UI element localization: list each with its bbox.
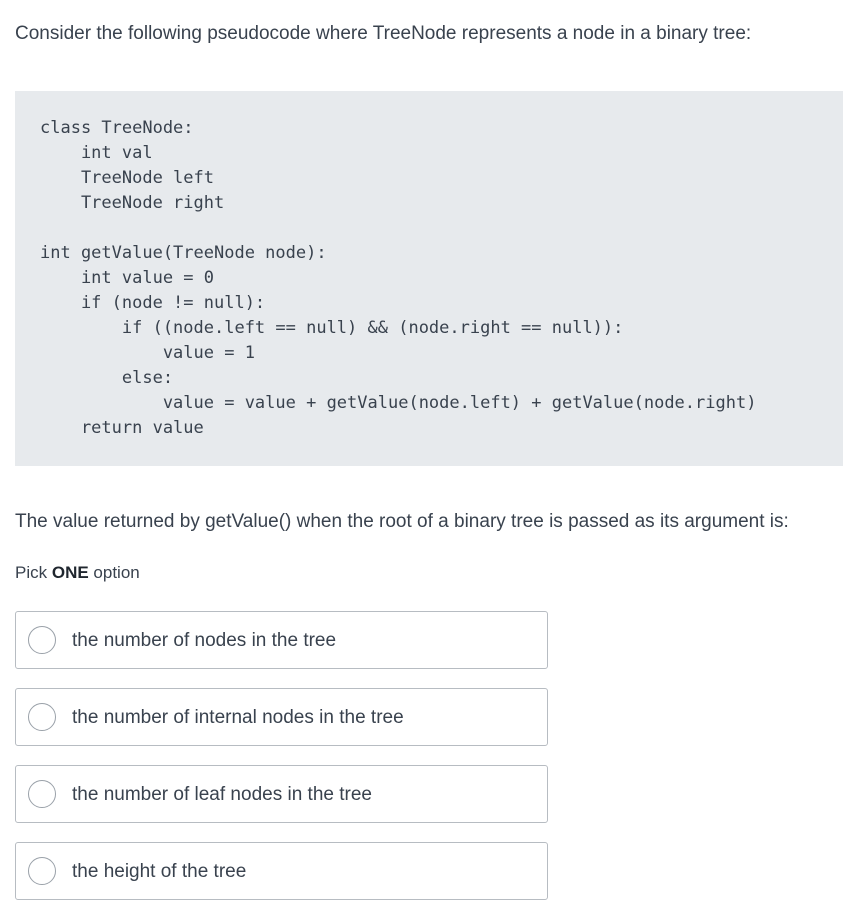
code-line: else: [40,368,174,388]
question-text: The value returned by getValue() when the root of a binary tree is passed as its argument is: [15,511,789,532]
radio-button[interactable] [28,780,56,808]
option-label: the number of nodes in the tree [72,630,337,651]
radio-button[interactable] [28,857,56,885]
radio-button[interactable] [28,626,56,654]
option-3[interactable] [15,765,548,823]
code-line: TreeNode right [40,193,225,213]
pick-emphasis: ONE [51,563,89,582]
pick-suffix: option [88,563,140,582]
option-label: the number of leaf nodes in the tree [72,784,372,805]
code-line: value = value + getValue(node.left) + getValue(node.right) [40,393,757,413]
code-line: int val [40,143,153,163]
code-block [15,91,843,466]
answer-options [15,611,548,919]
code-line: class TreeNode: [40,118,194,138]
code-line: value = 1 [40,343,255,363]
code-line [40,216,756,241]
code-lines [40,116,756,441]
pick-instruction [15,562,140,584]
code-line: return value [40,418,204,438]
option-4[interactable] [15,842,548,900]
option-1[interactable] [15,611,548,669]
pick-prefix: Pick [15,563,52,582]
option-label: the number of internal nodes in the tree [72,707,404,728]
question-intro: Consider the following pseudocode where TreeNode represents a node in a binary tree: [15,23,752,44]
code-line: if ((node.left == null) && (node.right == null)): [40,318,624,338]
code-line: if (node != null): [40,293,266,313]
option-2[interactable] [15,688,548,746]
option-label: the height of the tree [72,861,247,882]
code-line: int getValue(TreeNode node): [40,243,327,263]
code-line: TreeNode left [40,168,214,188]
radio-button[interactable] [28,703,56,731]
code-line: int value = 0 [40,268,214,288]
